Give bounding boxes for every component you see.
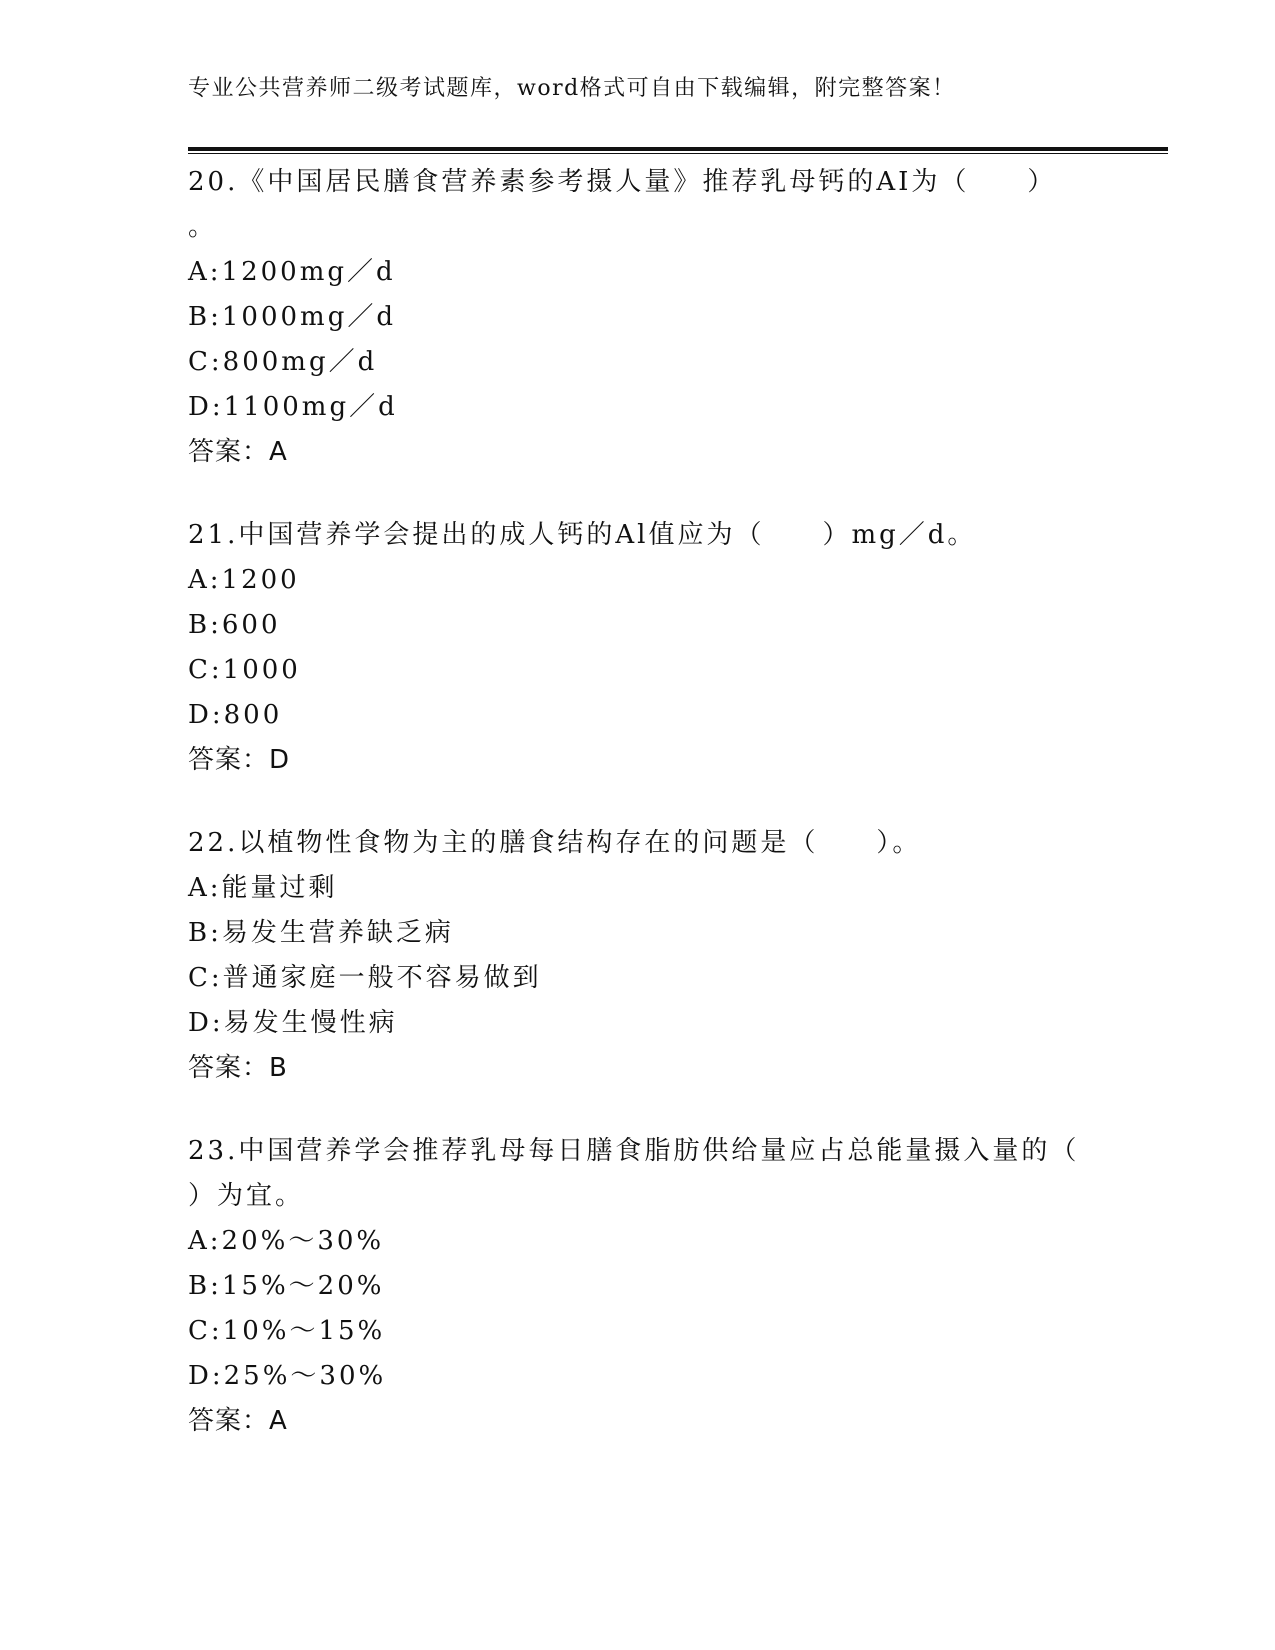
option-letter: A	[188, 873, 210, 903]
option-b	[188, 1264, 1088, 1309]
question-22	[188, 821, 1088, 1091]
option-separator: :	[209, 565, 222, 595]
option-d	[188, 693, 1088, 738]
option-letter: D	[188, 392, 212, 422]
option-a	[188, 1219, 1088, 1264]
option-d	[188, 1001, 1088, 1046]
option-letter: B	[188, 918, 211, 948]
question-list	[188, 160, 1088, 1482]
option-text: 1100mg／d	[223, 392, 398, 422]
question-stem: 22.以植物性食物为主的膳食结构存在的问题是（ ）。	[188, 828, 922, 858]
option-text: 1000	[222, 655, 301, 685]
option-separator: :	[211, 392, 224, 422]
option-text: 能量过剩	[221, 873, 338, 903]
option-c	[188, 956, 1088, 1001]
option-letter: D	[188, 1361, 212, 1391]
option-d	[188, 385, 1088, 430]
option-b	[188, 603, 1088, 648]
option-separator: :	[211, 1361, 224, 1391]
option-separator: :	[210, 302, 222, 332]
header-rule-thin	[188, 153, 1168, 154]
option-letter: A	[188, 1226, 210, 1256]
question-23	[188, 1129, 1088, 1444]
question-stem: 23.中国营养学会推荐乳母每日膳食脂肪供给量应占总能量摄入量的（	[188, 1136, 1080, 1166]
option-letter: C	[188, 655, 211, 685]
option-text: 易发生慢性病	[223, 1008, 398, 1038]
option-letter: C	[188, 963, 211, 993]
question-stem-continued: 。	[188, 212, 218, 242]
option-separator: :	[210, 655, 223, 685]
option-letter: B	[188, 302, 211, 332]
option-text: 普通家庭一般不容易做到	[222, 963, 542, 993]
option-text: 15%～20%	[221, 1271, 385, 1301]
option-letter: B	[188, 1271, 211, 1301]
question-21	[188, 513, 1088, 783]
option-separator: :	[210, 1316, 223, 1346]
option-text: 800mg／d	[222, 347, 378, 377]
option-a	[188, 250, 1088, 295]
option-text: 25%～30%	[223, 1361, 387, 1391]
option-b	[188, 911, 1088, 956]
option-text: 600	[221, 610, 281, 640]
answer-line: 答案：A	[188, 437, 288, 467]
option-separator: :	[210, 918, 222, 948]
answer-line: 答案：B	[188, 1053, 288, 1083]
option-text: 800	[223, 700, 283, 730]
option-separator: :	[211, 700, 224, 730]
option-separator: :	[210, 610, 222, 640]
answer-line: 答案：D	[188, 745, 291, 775]
option-letter: D	[188, 1008, 212, 1038]
option-separator: :	[209, 873, 222, 903]
option-text: 1200mg／d	[221, 257, 396, 287]
question-stem-continued: ）为宜。	[188, 1181, 305, 1211]
option-c	[188, 648, 1088, 693]
option-letter: B	[188, 610, 211, 640]
option-letter: A	[188, 565, 210, 595]
option-letter: A	[188, 257, 210, 287]
option-separator: :	[209, 257, 222, 287]
answer-line: 答案：A	[188, 1406, 288, 1436]
option-separator: :	[210, 963, 223, 993]
option-text: 10%～15%	[222, 1316, 386, 1346]
option-text: 易发生营养缺乏病	[221, 918, 454, 948]
option-text: 20%～30%	[221, 1226, 385, 1256]
option-a	[188, 558, 1088, 603]
option-text: 1200	[221, 565, 300, 595]
document-header: 专业公共营养师二级考试题库，word格式可自由下载编辑，附完整答案！	[188, 76, 956, 101]
option-c	[188, 340, 1088, 385]
option-c	[188, 1309, 1088, 1354]
option-d	[188, 1354, 1088, 1399]
question-20	[188, 160, 1088, 475]
question-stem: 21.中国营养学会提出的成人钙的Al值应为（ ）mg／d。	[188, 520, 977, 550]
header-rule-thick	[188, 147, 1168, 151]
option-letter: D	[188, 700, 212, 730]
option-separator: :	[210, 347, 223, 377]
option-b	[188, 295, 1088, 340]
option-text: 1000mg／d	[221, 302, 396, 332]
question-stem: 20.《中国居民膳食营养素参考摄人量》推荐乳母钙的AI为（ ）	[188, 167, 1057, 197]
option-a	[188, 866, 1088, 911]
option-separator: :	[211, 1008, 224, 1038]
option-separator: :	[209, 1226, 222, 1256]
option-letter: C	[188, 1316, 211, 1346]
option-separator: :	[210, 1271, 222, 1301]
option-letter: C	[188, 347, 211, 377]
